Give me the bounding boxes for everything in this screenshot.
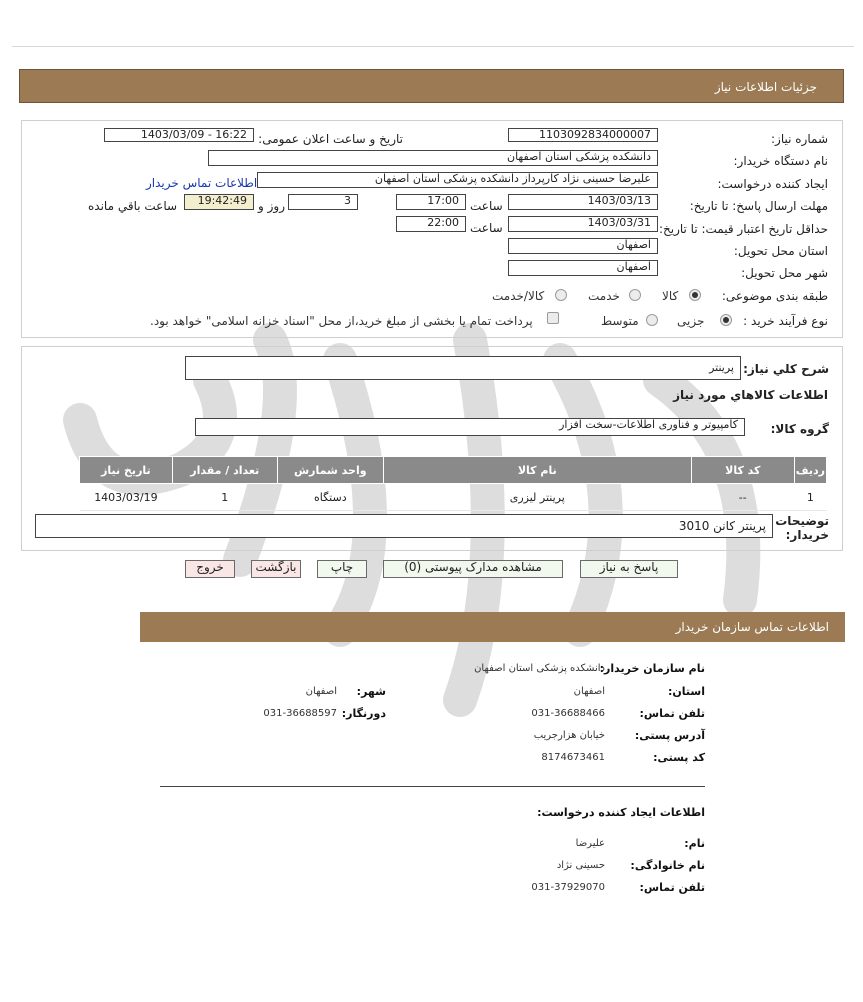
price-validity-time: 22:00	[396, 216, 466, 232]
price-validity-time-label: ساعت	[470, 221, 503, 235]
page-title: جزئیات اطلاعات نیاز	[714, 80, 817, 94]
need-number-label: شماره نیاز:	[771, 132, 828, 146]
contact-city-value: اصفهان	[305, 686, 337, 697]
back-button[interactable]: بازگشت	[251, 560, 301, 578]
category-radio-goods[interactable]	[689, 289, 701, 301]
goods-group-field: کامپیوتر و فناوری اطلاعات-سخت افزار	[195, 418, 745, 436]
goods-heading: اطلاعات كالاهاي مورد نياز	[673, 388, 828, 402]
province-field: اصفهان	[508, 238, 658, 254]
table-row	[80, 484, 827, 511]
creator-phone-value: 031-37929070	[531, 882, 605, 893]
col-item-code: کد کالا	[691, 457, 794, 484]
reply-button[interactable]: پاسخ به نیاز	[580, 560, 678, 578]
contact-province-value: اصفهان	[573, 686, 605, 697]
org-name-label: نام سازمان خریدار:	[599, 662, 705, 675]
top-divider	[12, 46, 854, 47]
contact-phone-label: تلفن تماس:	[639, 707, 705, 720]
general-description-field: پرینتر	[185, 356, 741, 380]
process-radio-medium[interactable]	[646, 314, 658, 326]
contact-title: اطلاعات تماس سازمان خریدار	[675, 620, 829, 634]
contact-address-label: آدرس پستی:	[634, 729, 705, 742]
contact-divider	[160, 786, 705, 787]
col-need-date: تاریخ نیاز	[80, 457, 173, 484]
buyer-notes-label: توضیحات خریدار:	[775, 514, 829, 542]
contact-title-bar	[140, 612, 845, 642]
cell-item-code: --	[691, 484, 794, 511]
goods-group-label: گروه کالا:	[770, 422, 829, 436]
attachments-button[interactable]: مشاهده مدارک پیوستی (0)	[383, 560, 563, 578]
contact-postal-label: کد پستی:	[653, 751, 705, 764]
buyer-notes-field: پرینتر کانن 3010	[35, 514, 773, 538]
process-radio-minor[interactable]	[720, 314, 732, 326]
print-button[interactable]: چاپ	[317, 560, 367, 578]
buyer-contact-link[interactable]: اطلاعات تماس خریدار	[146, 176, 258, 190]
creator-family-value: حسینی نژاد	[556, 860, 605, 871]
category-option-service: خدمت	[588, 289, 620, 303]
process-option-minor: جزیی	[677, 314, 705, 328]
org-name-value: دانشکده پزشکی استان اصفهان	[474, 663, 605, 674]
reply-days-field: 3	[288, 194, 358, 210]
category-option-goods: کالا	[662, 289, 679, 303]
cell-need-date: 1403/03/19	[80, 484, 173, 511]
contact-postal-value: 8174673461	[541, 752, 605, 763]
buyer-org-field: دانشکده پزشکی استان اصفهان	[208, 150, 658, 166]
category-option-both: کالا/خدمت	[492, 289, 545, 303]
cell-item-name: پرینتر لیزری	[383, 484, 691, 511]
price-validity-label: حداقل تاریخ اعتبار قیمت: تا تاریخ:	[658, 222, 828, 236]
category-radio-service[interactable]	[629, 289, 641, 301]
col-item-name: نام کالا	[383, 457, 691, 484]
process-label: نوع فرآیند خرید :	[743, 314, 828, 328]
announce-datetime-field: 1403/03/09 - 16:22	[104, 128, 254, 142]
treasury-bonds-checkbox[interactable]	[547, 312, 559, 324]
process-option-medium: متوسط	[601, 314, 639, 328]
cell-quantity: 1	[172, 484, 277, 511]
province-label: استان محل تحویل:	[733, 244, 828, 258]
requester-field: علیرضا حسینی نژاد کارپرداز دانشکده پزشکی استان اصفهان	[257, 172, 658, 188]
items-table	[79, 456, 827, 511]
cell-unit: دستگاه	[277, 484, 383, 511]
creator-name-value: علیرضا	[575, 838, 605, 849]
buyer-org-label: نام دستگاه خريدار:	[733, 154, 828, 168]
contact-address-value: خیابان هزارجریب	[533, 730, 605, 741]
category-label: طبقه بندی موضوعی:	[721, 289, 828, 303]
exit-button[interactable]: خروج	[185, 560, 235, 578]
announce-datetime-label: تاریخ و ساعت اعلان عمومی:	[258, 132, 403, 146]
col-unit: واحد شمارش	[277, 457, 383, 484]
city-label: شهر محل تحویل:	[741, 266, 828, 280]
reply-deadline-time: 17:00	[396, 194, 466, 210]
reply-deadline-time-label: ساعت	[470, 199, 503, 213]
requester-label: ایجاد کننده درخواست:	[717, 177, 828, 191]
contact-province-label: استان:	[668, 685, 705, 698]
need-number-field: 1103092834000007	[508, 128, 658, 142]
page-title-bar	[19, 69, 844, 103]
creator-family-label: نام خانوادگی:	[630, 859, 705, 872]
city-field: اصفهان	[508, 260, 658, 276]
contact-phone-value: 031-36688466	[531, 708, 605, 719]
reply-days-label: روز و	[258, 199, 285, 213]
cell-row-number: 1	[794, 484, 826, 511]
price-validity-date: 1403/03/31	[508, 216, 658, 232]
remaining-time-field: 19:42:49	[184, 194, 254, 210]
contact-fax-label: دورنگار:	[341, 707, 386, 720]
treasury-bonds-text: پرداخت تمام یا بخشی از مبلغ خرید،از محل "اسناد خزانه اسلامی" خواهد بود.	[150, 314, 533, 328]
contact-city-label: شهر:	[356, 685, 386, 698]
category-radio-both[interactable]	[555, 289, 567, 301]
col-row-number: رديف	[794, 457, 826, 484]
col-quantity: تعداد / مقدار	[172, 457, 277, 484]
reply-deadline-label: مهلت ارسال پاسخ: تا تاریخ:	[689, 199, 828, 213]
creator-name-label: نام:	[684, 837, 705, 850]
contact-fax-value: 031-36688597	[263, 708, 337, 719]
creator-phone-label: تلفن تماس:	[639, 881, 705, 894]
remaining-time-label: ساعت باقي مانده	[88, 199, 178, 213]
creator-heading: اطلاعات ایجاد کننده درخواست:	[537, 806, 705, 819]
general-description-label: شرح كلي نياز:	[743, 362, 829, 376]
reply-deadline-date: 1403/03/13	[508, 194, 658, 210]
